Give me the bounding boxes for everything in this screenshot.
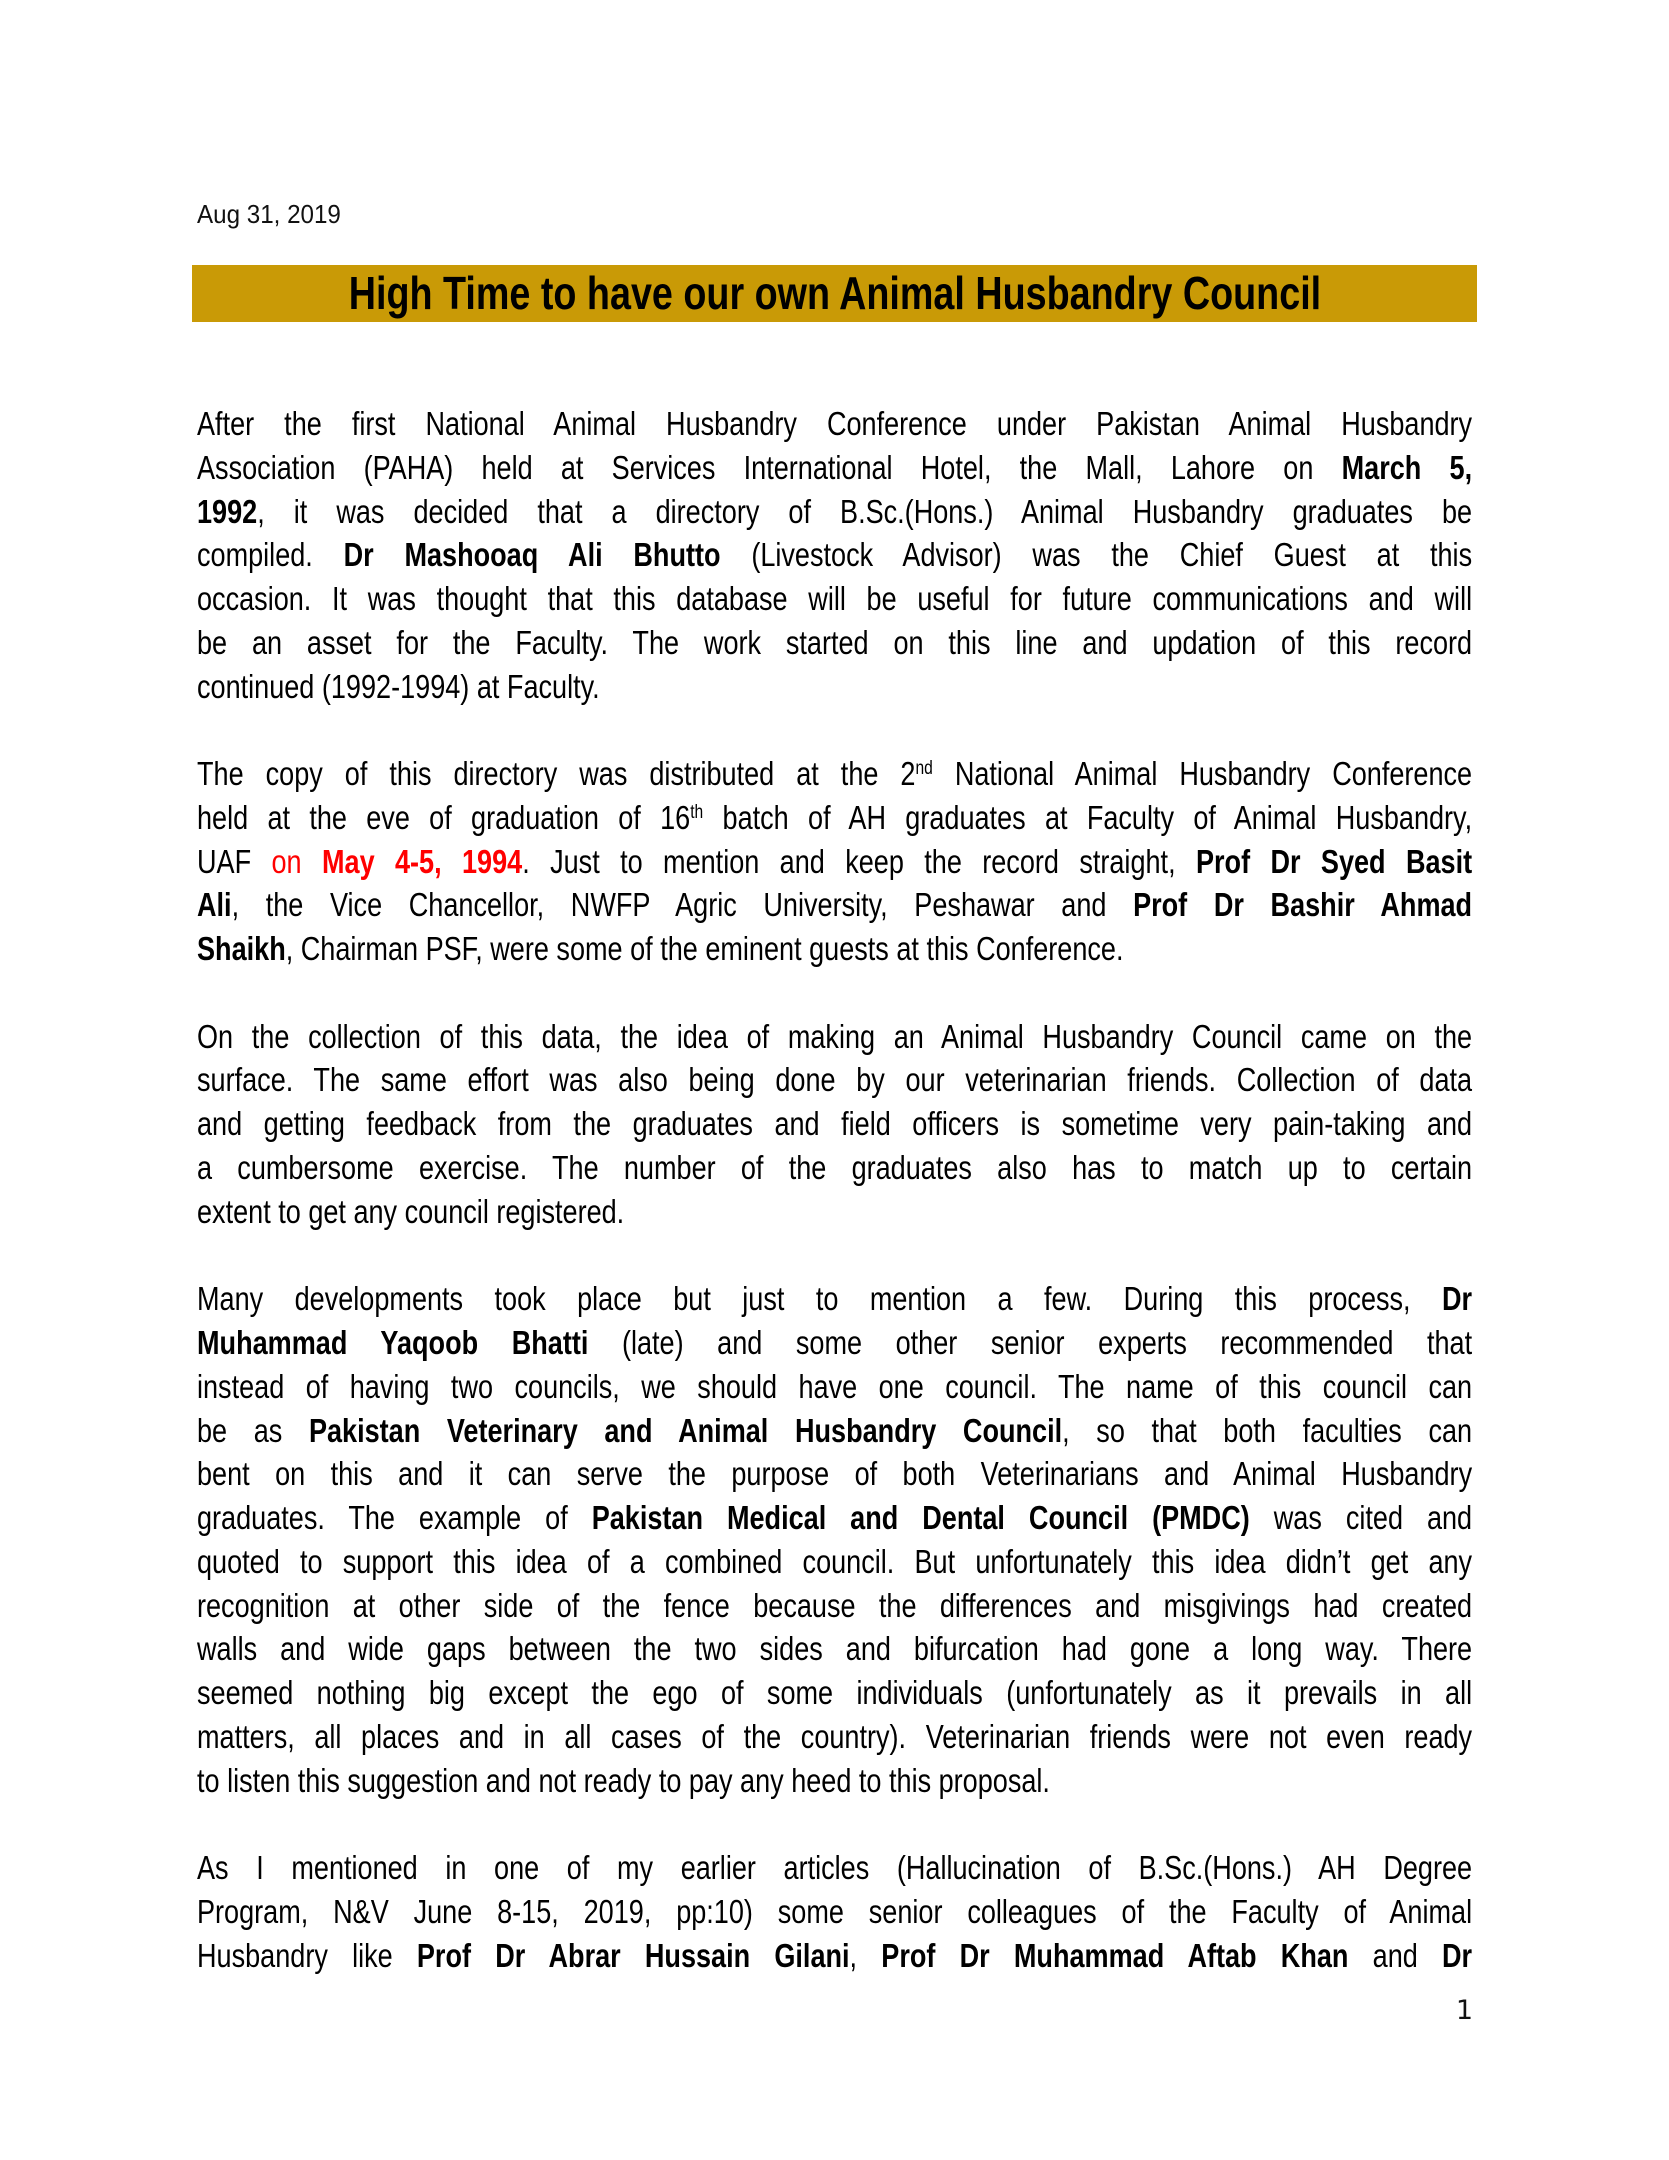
text-line: [197, 1277, 1472, 1321]
bold-text: Dr: [1442, 1936, 1473, 1974]
text-span: a cumbersome exercise. The number of the graduates also has to match up to certain: [197, 1149, 1473, 1187]
text-span: UAF: [197, 842, 272, 880]
text-line: [197, 1584, 1472, 1628]
text-span: After the first National Animal Husbandry Conference under Pakistan Animal Husbandry: [197, 405, 1473, 442]
text-line: [197, 1452, 1472, 1496]
text-line: [197, 1190, 1472, 1234]
text-span: , the Vice Chancellor, NWFP Agric University, Peshawar and: [231, 886, 1134, 924]
text-span: As I mentioned in one of my earlier articles (Hallucination of B.Sc.(Hons.) AH Degree: [197, 1849, 1473, 1887]
text-line: [197, 1015, 1472, 1059]
ordinal-superscript: nd: [915, 758, 933, 780]
text-span: compiled.: [197, 536, 344, 574]
text-line: [197, 1409, 1472, 1453]
text-line: [197, 1846, 1472, 1890]
paragraph-spacer: [197, 971, 1472, 1015]
page-number: 1: [1455, 1995, 1473, 2026]
text-span: be as: [197, 1411, 309, 1449]
paragraph: [197, 1277, 1472, 1802]
text-line: [197, 1496, 1472, 1540]
bold-text: Dr Mashooaq Ali Bhutto: [343, 536, 721, 574]
text-span: Association (PAHA) held at Services International Hotel, the Mall, Lahore on: [197, 448, 1342, 486]
text-line: [197, 1058, 1472, 1102]
text-span: held at the eve of graduation of 16: [197, 798, 691, 836]
paragraph: [197, 402, 1472, 708]
title-banner: [192, 265, 1477, 322]
paragraph: [197, 752, 1472, 971]
text-span: , so that both faculties can: [1062, 1411, 1473, 1449]
text-span: batch of AH graduates at Faculty of Animal Husbandry,: [703, 798, 1473, 836]
text-span: be an asset for the Faculty. The work started on this line and updation of this record: [197, 623, 1473, 661]
bold-text: Pakistan Medical and Dental Council (PMDC): [591, 1499, 1250, 1537]
text-span: Program, N&V June 8-15, 2019, pp:10) some senior colleagues of the Faculty of Animal: [197, 1893, 1473, 1931]
text-span: Husbandry like: [197, 1936, 417, 1974]
bold-text: Dr: [1442, 1280, 1473, 1318]
text-span: walls and wide gaps between the two sides and bifurcation had gone a long way. There: [197, 1630, 1473, 1668]
article-title: High Time to have our own Animal Husbandry Council: [348, 267, 1321, 319]
highlighted-date-text: on: [271, 842, 322, 880]
bold-text: Prof Dr Abrar Hussain Gilani: [416, 1936, 850, 1974]
text-line: [197, 533, 1472, 577]
text-line: [197, 1146, 1472, 1190]
text-span: and: [1348, 1936, 1443, 1974]
text-line: [197, 402, 1472, 446]
text-span: extent to get any council registered.: [197, 1192, 625, 1230]
text-line: [197, 840, 1472, 884]
paragraph: [197, 1015, 1472, 1234]
text-span: matters, all places and in all cases of the country). Veterinarian friends were not even ready: [197, 1717, 1473, 1755]
text-span: surface. The same effort was also being done by our veterinarian friends. Collection of data: [197, 1061, 1473, 1099]
article-body: [197, 402, 1472, 1978]
text-line: [197, 1934, 1472, 1978]
bold-text: 1992: [197, 492, 258, 530]
paragraph-spacer: [197, 1234, 1472, 1278]
bold-text: Pakistan Veterinary and Animal Husbandry Council: [308, 1411, 1063, 1449]
text-span: Many developments took place but just to mention a few. During this process,: [197, 1280, 1443, 1318]
text-span: On the collection of this data, the idea of making an Animal Husbandry Council came on the: [197, 1017, 1473, 1055]
text-span: (Livestock Advisor) was the Chief Guest at this: [720, 536, 1473, 574]
text-span: recognition at other side of the fence because the differences and misgivings had created: [197, 1586, 1473, 1624]
text-line: [197, 490, 1472, 534]
text-line: [197, 883, 1472, 927]
text-line: [197, 927, 1472, 971]
text-span: , Chairman PSF, were some of the eminent guests at this Conference.: [285, 930, 1124, 968]
text-span: . Just to mention and keep the record straight,: [522, 842, 1196, 880]
text-line: [197, 1671, 1472, 1715]
text-line: [197, 752, 1472, 796]
bold-text: Prof Dr Muhammad Aftab Khan: [881, 1936, 1349, 1974]
text-span: continued (1992-1994) at Faculty.: [197, 667, 600, 705]
text-line: [197, 621, 1472, 665]
text-span: ,: [849, 1936, 882, 1974]
paragraph-spacer: [197, 708, 1472, 752]
text-line: [197, 665, 1472, 709]
text-span: and getting feedback from the graduates and field officers is sometime very pain-taking and: [197, 1105, 1473, 1143]
text-span: bent on this and it can serve the purpose of both Veterinarians and Animal Husbandry: [197, 1455, 1473, 1493]
text-span: The copy of this directory was distributed at the 2: [197, 755, 916, 793]
bold-text: Ali: [197, 886, 232, 924]
ordinal-superscript: th: [690, 801, 704, 823]
bold-text: March 5,: [1341, 448, 1473, 486]
text-line: [197, 1365, 1472, 1409]
paragraph: [197, 1846, 1472, 1977]
text-span: instead of having two councils, we should have one council. The name of this council can: [197, 1367, 1473, 1405]
text-line: [197, 1890, 1472, 1934]
bold-text: Muhammad Yaqoob Bhatti: [197, 1324, 589, 1362]
text-span: National Animal Husbandry Conference: [932, 755, 1473, 793]
bold-text: Shaikh: [197, 930, 286, 968]
text-span: , it was decided that a directory of B.Sc.(Hons.) Animal Husbandry graduates be: [257, 492, 1473, 530]
text-line: [197, 1627, 1472, 1671]
text-span: was cited and: [1249, 1499, 1473, 1537]
text-line: [197, 796, 1472, 840]
text-line: [197, 1321, 1472, 1365]
text-span: graduates. The example of: [197, 1499, 592, 1537]
text-span: seemed nothing big except the ego of some individuals (unfortunately as it prevails in all: [197, 1674, 1473, 1712]
text-span: quoted to support this idea of a combined council. But unfortunately this idea didn’t get any: [197, 1542, 1473, 1580]
article-date: Aug 31, 2019: [197, 199, 341, 229]
text-line: [197, 1540, 1472, 1584]
text-span: (late) and some other senior experts recommended that: [588, 1324, 1473, 1362]
text-span: occasion. It was thought that this database will be useful for future communications and will: [197, 580, 1473, 618]
text-line: [197, 1102, 1472, 1146]
bold-text: Prof Dr Bashir Ahmad: [1133, 886, 1473, 924]
bold-text: Prof Dr Syed Basit: [1195, 842, 1473, 880]
text-line: [197, 1715, 1472, 1759]
text-line: [197, 1759, 1472, 1803]
text-line: [197, 577, 1472, 621]
highlighted-date-text: May 4-5, 1994: [321, 842, 523, 880]
text-line: [197, 446, 1472, 490]
text-span: to listen this suggestion and not ready to pay any heed to this proposal.: [197, 1761, 1050, 1799]
paragraph-spacer: [197, 1803, 1472, 1847]
